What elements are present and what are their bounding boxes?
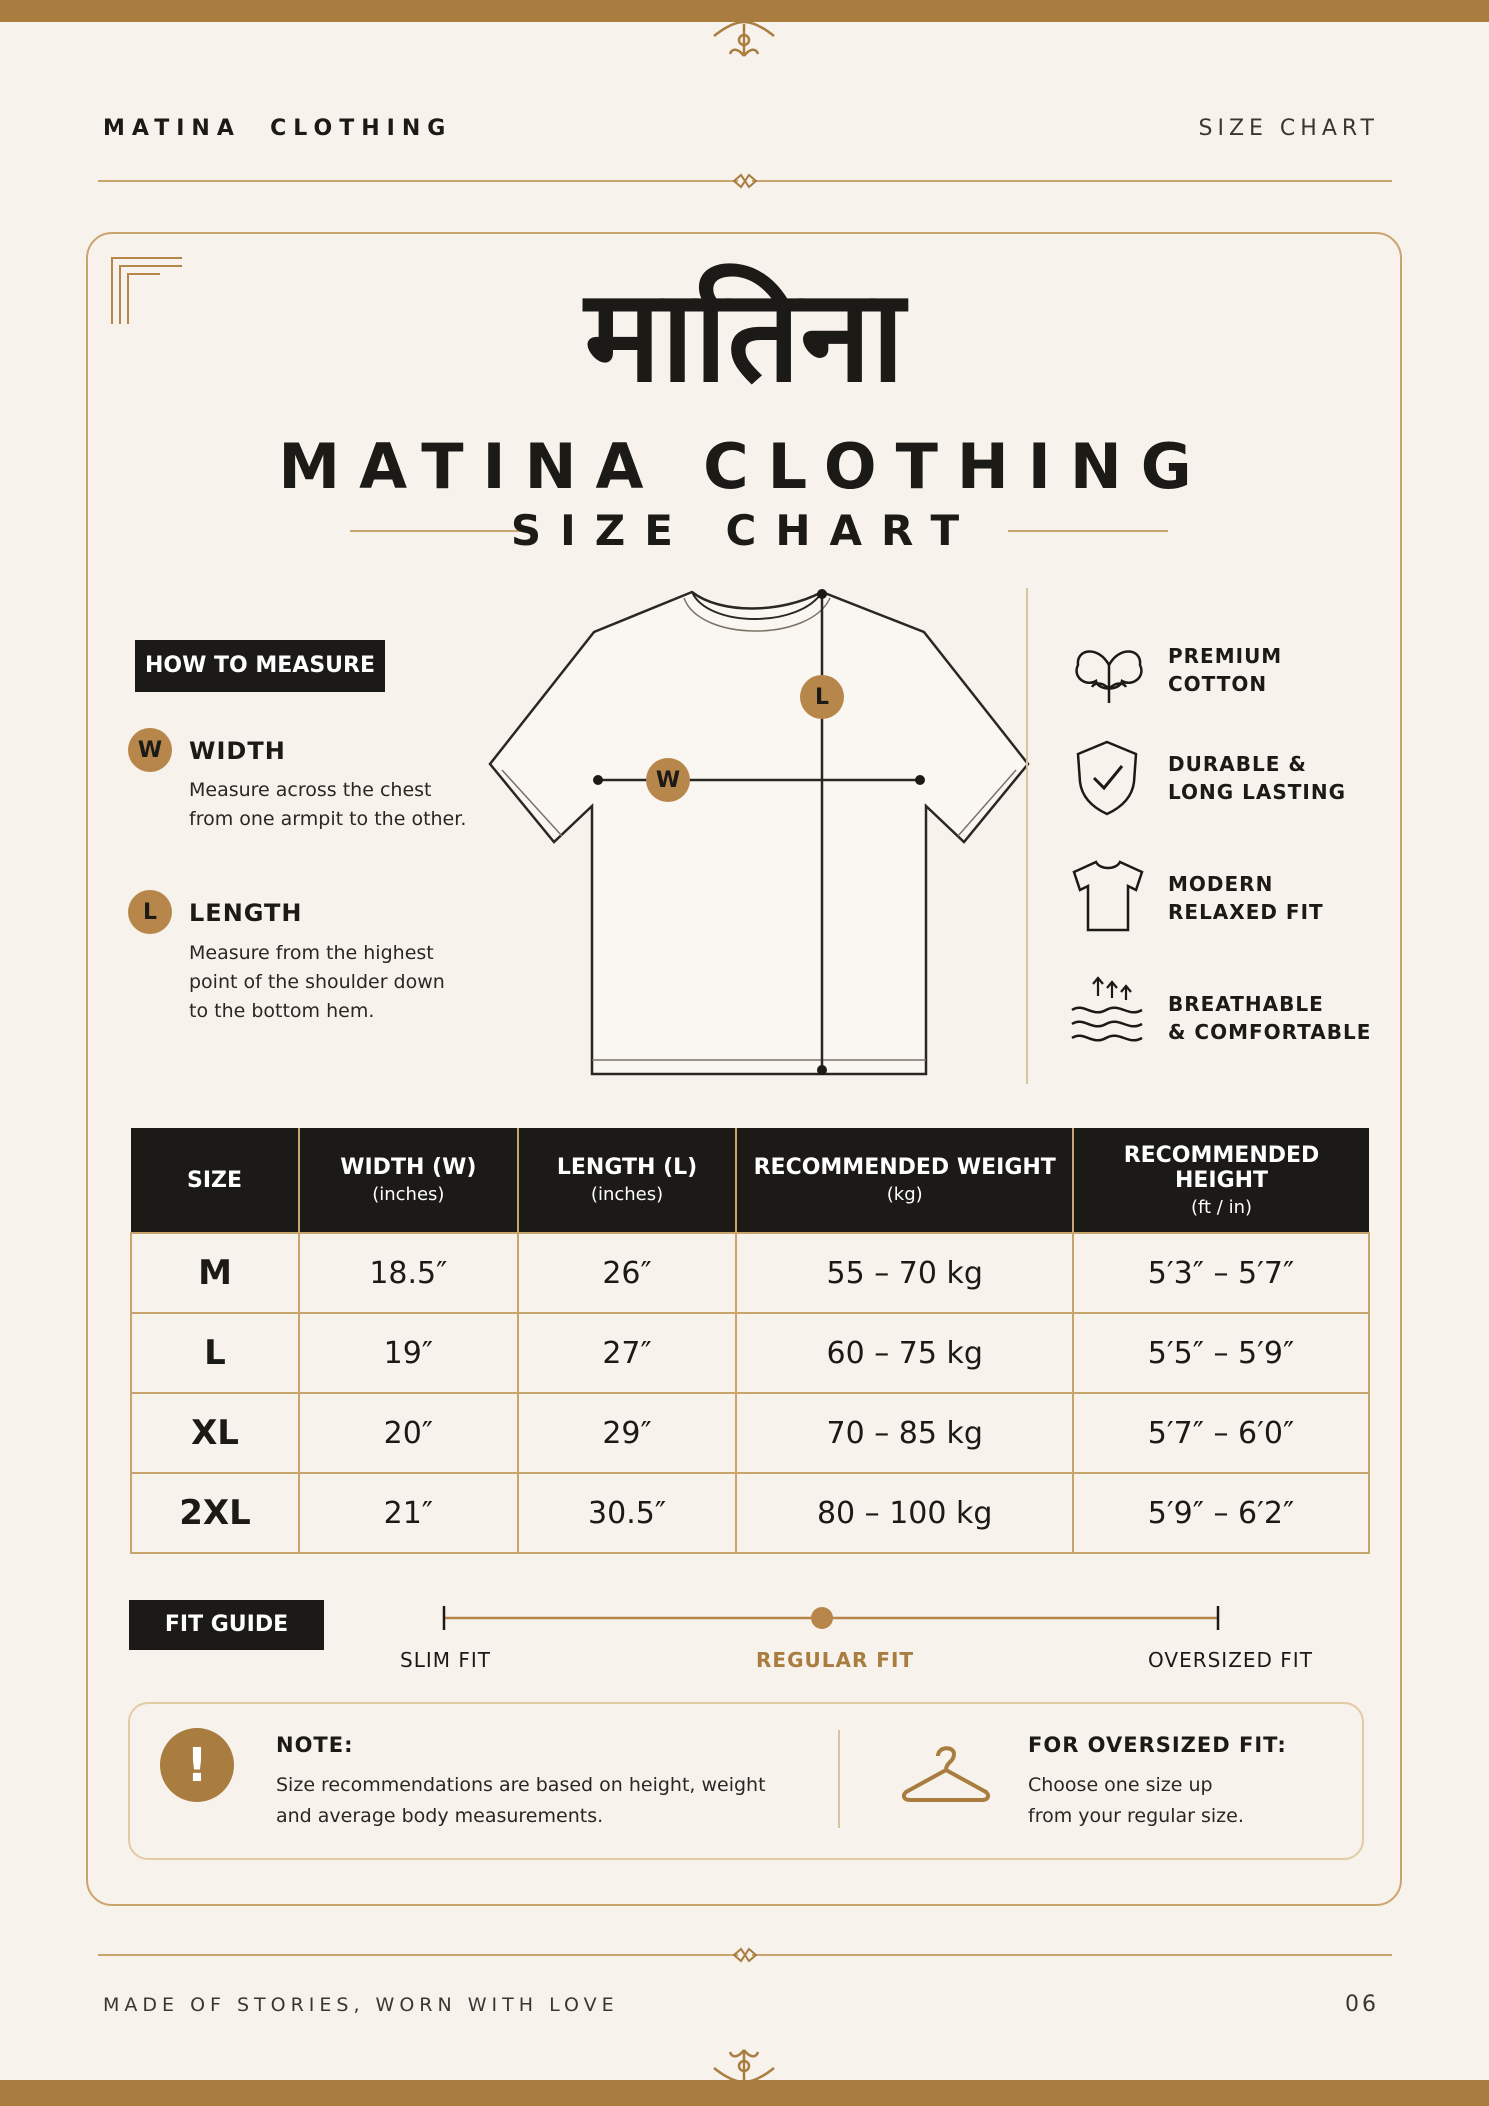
- fit-slim-label: SLIM FIT: [400, 1648, 491, 1672]
- bottom-border: [0, 2080, 1489, 2106]
- how-to-measure-badge: HOW TO MEASURE: [135, 640, 385, 692]
- fit-scale: [436, 1598, 1226, 1634]
- size-cell: M: [131, 1233, 299, 1313]
- feature-relaxed-fit: MODERN RELAXED FIT: [1168, 872, 1324, 924]
- length-cell: 29″: [518, 1393, 737, 1473]
- length-cell: 30.5″: [518, 1473, 737, 1553]
- table-row: [131, 1233, 1369, 1313]
- table-row: [131, 1313, 1369, 1393]
- length-marker-icon: L: [128, 890, 172, 934]
- brand-title: MATINA CLOTHING: [278, 430, 1211, 503]
- size-cell: 2XL: [131, 1473, 299, 1553]
- length-cell: 26″: [518, 1233, 737, 1313]
- weight-cell: 70 – 85 kg: [736, 1393, 1073, 1473]
- oversized-text: Choose one size up from your regular size.: [1028, 1774, 1244, 1827]
- hanger-icon: [900, 1740, 992, 1806]
- table-row: [131, 1473, 1369, 1553]
- length-cell: 27″: [518, 1313, 737, 1393]
- size-table: [130, 1128, 1370, 1554]
- fit-guide-badge: FIT GUIDE: [129, 1600, 324, 1650]
- header-width: WIDTH (W) (inches): [299, 1128, 518, 1233]
- top-ornament-icon: [694, 18, 794, 60]
- diagram-length-marker: L: [800, 675, 844, 719]
- size-cell: L: [131, 1313, 299, 1393]
- table-row: [131, 1393, 1369, 1473]
- footer-tagline: MADE OF STORIES, WORN WITH LOVE: [103, 1994, 619, 2016]
- size-cell: XL: [131, 1393, 299, 1473]
- weight-cell: 55 – 70 kg: [736, 1233, 1073, 1313]
- footer-divider-left: [98, 1954, 738, 1956]
- footer-divider-right: [752, 1954, 1392, 1956]
- feature-premium-cotton: PREMIUM COTTON: [1168, 644, 1283, 696]
- fit-oversized-label: OVERSIZED FIT: [1148, 1648, 1313, 1672]
- header-brand: MATINA CLOTHING: [103, 116, 453, 141]
- width-cell: 19″: [299, 1313, 518, 1393]
- chart-subtitle: SIZE CHART: [510, 506, 979, 555]
- width-description: Measure across the chest from one armpit to the other.: [189, 779, 467, 830]
- oversized-heading: FOR OVERSIZED FIT:: [1028, 1733, 1287, 1757]
- height-cell: 5′5″ – 5′9″: [1073, 1313, 1369, 1393]
- header-divider-left: [98, 180, 738, 182]
- header-height: RECOMMENDED HEIGHT (ft / in): [1073, 1128, 1369, 1233]
- feature-durable: DURABLE & LONG LASTING: [1168, 752, 1347, 804]
- width-cell: 21″: [299, 1473, 518, 1553]
- features-divider: [1026, 588, 1028, 1084]
- weight-cell: 60 – 75 kg: [736, 1313, 1073, 1393]
- fit-regular-label: REGULAR FIT: [756, 1648, 915, 1672]
- note-heading: NOTE:: [276, 1733, 354, 1757]
- header-section-title: SIZE CHART: [1198, 116, 1379, 141]
- height-cell: 5′3″ – 5′7″: [1073, 1233, 1369, 1313]
- table-header-row: [131, 1128, 1369, 1233]
- height-cell: 5′7″ – 6′0″: [1073, 1393, 1369, 1473]
- weight-cell: 80 – 100 kg: [736, 1473, 1073, 1553]
- header-weight: RECOMMENDED WEIGHT (kg): [736, 1128, 1073, 1233]
- header-size: SIZE: [131, 1128, 299, 1233]
- logo-script: मातिना: [584, 261, 905, 411]
- tshirt-diagram: [480, 580, 1040, 1080]
- width-cell: 20″: [299, 1393, 518, 1473]
- diagram-width-marker: W: [646, 758, 690, 802]
- length-description: Measure from the highest point of the shoulder down to the bottom hem.: [189, 942, 445, 1022]
- note-text: Size recommendations are based on height, weight and average body measurements.: [276, 1774, 766, 1827]
- header-length: LENGTH (L) (inches): [518, 1128, 737, 1233]
- width-cell: 18.5″: [299, 1233, 518, 1313]
- cotton-icon: [1068, 625, 1150, 707]
- width-title: WIDTH: [189, 737, 286, 765]
- footer-divider-ornament-icon: [732, 1946, 758, 1964]
- page-number: 06: [1345, 1992, 1379, 2017]
- width-marker-icon: W: [128, 728, 172, 772]
- header-divider-right: [752, 180, 1392, 182]
- divider-ornament-icon: [732, 172, 758, 190]
- shield-check-icon: [1072, 738, 1142, 818]
- breathable-icon: [1068, 974, 1148, 1050]
- tshirt-icon: [1068, 858, 1148, 934]
- exclamation-icon: !: [160, 1728, 234, 1802]
- height-cell: 5′9″ – 6′2″: [1073, 1473, 1369, 1553]
- feature-breathable: BREATHABLE & COMFORTABLE: [1168, 992, 1372, 1044]
- length-title: LENGTH: [189, 899, 303, 927]
- subtitle-rule-right: [1008, 530, 1168, 532]
- note-divider: [838, 1730, 840, 1828]
